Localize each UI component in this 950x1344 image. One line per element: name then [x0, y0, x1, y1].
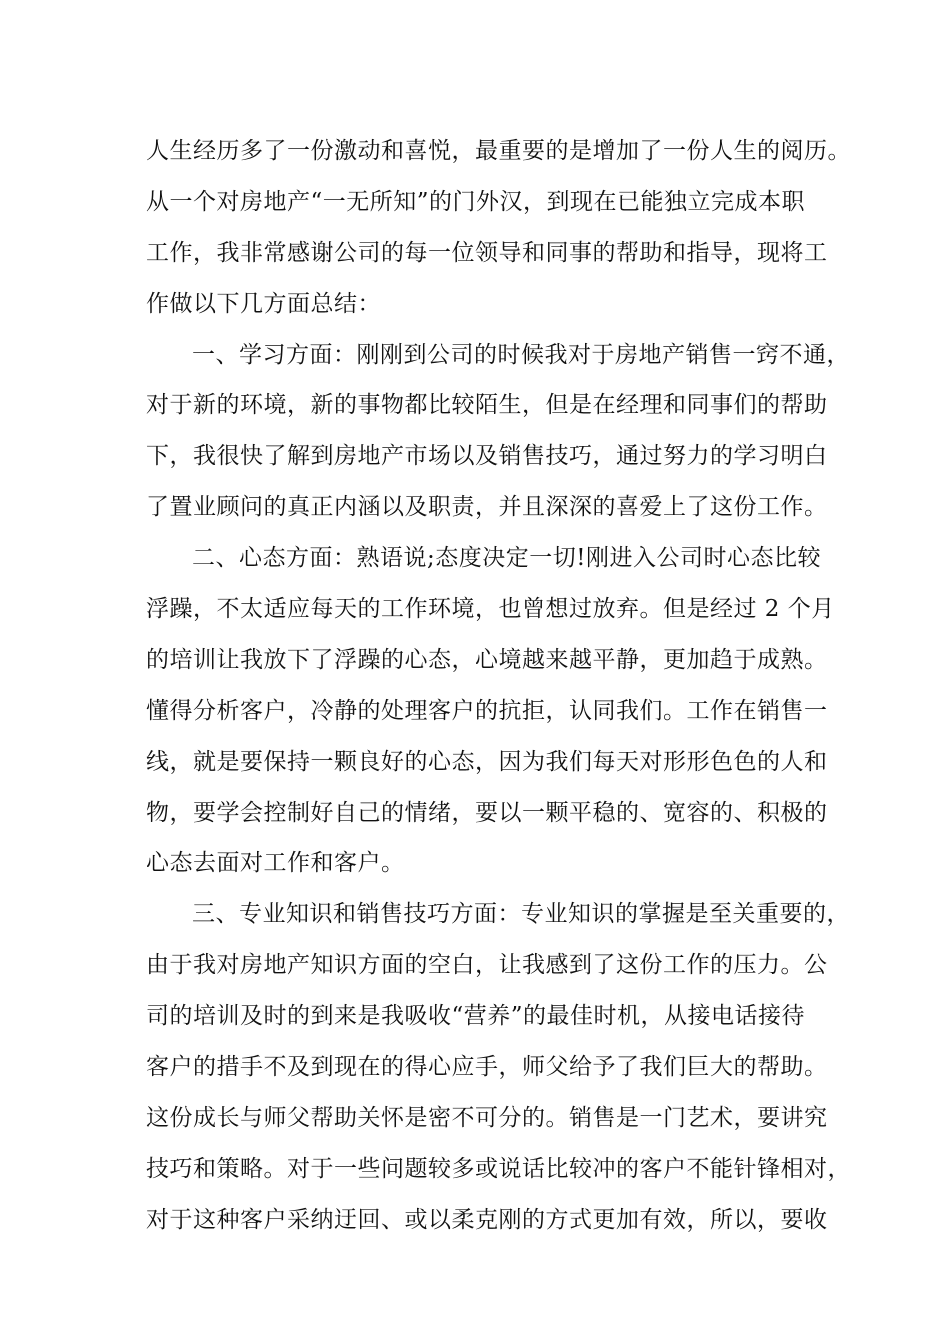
document-body — [146, 126, 851, 1246]
text-line: 作做以下几方面总结： — [146, 290, 381, 317]
text-line: 由于我对房地产知识方面的空白，让我感到了这份工作的压力。公 — [146, 952, 828, 979]
text-line: 心态去面对工作和客户。 — [146, 850, 405, 877]
section-3-heading-line: 三、专业知识和销售技巧方面：专业知识的掌握是至关重要的， — [192, 901, 850, 928]
text-line: 工作，我非常感谢公司的每一位领导和同事的帮助和指导，现将工 — [146, 239, 828, 266]
text-line: 人生经历多了一份激动和喜悦，最重要的是增加了一份人生的阅历。 — [146, 138, 851, 164]
text-line: 对于新的环境，新的事物都比较陌生，但是在经理和同事们的帮助 — [146, 392, 828, 419]
text-line: 了置业顾问的真正内涵以及职责，并且深深的喜爱上了这份工作。 — [146, 494, 828, 521]
text-line: 这份成长与师父帮助关怀是密不可分的。销售是一门艺术，要讲究 — [146, 1104, 828, 1131]
text-line: 物，要学会控制好自己的情绪，要以一颗平稳的、宽容的、积极的 — [146, 799, 828, 826]
section-1-heading-line: 一、学习方面：刚刚到公司的时候我对于房地产销售一窍不通， — [192, 341, 850, 368]
text-line: 的培训让我放下了浮躁的心态，心境越来越平静，更加趋于成熟。 — [146, 646, 828, 673]
text-line: 线，就是要保持一颗良好的心态，因为我们每天对形形色色的人和 — [146, 748, 828, 775]
text-line: 司的培训及时的到来是我吸收“营养”的最佳时机，从接电话接待 — [146, 1003, 806, 1030]
text-line: 客户的措手不及到现在的得心应手，师父给予了我们巨大的帮助。 — [146, 1054, 828, 1081]
text-line: 技巧和策略。对于一些问题较多或说话比较冲的客户不能针锋相对， — [146, 1155, 851, 1182]
text-line: 下，我很快了解到房地产市场以及销售技巧，通过努力的学习明白 — [146, 443, 828, 470]
text-line: 浮躁，不太适应每天的工作环境，也曾想过放弃。但是经过 2 个月 — [146, 596, 835, 623]
text-line: 从一个对房地产“一无所知”的门外汉，到现在已能独立完成本职 — [146, 188, 806, 215]
text-line: 对于这种客户采纳迂回、或以柔克刚的方式更加有效，所以，要收 — [146, 1206, 828, 1233]
text-line: 懂得分析客户，冷静的处理客户的抗拒，认同我们。工作在销售一 — [146, 697, 828, 724]
section-2-heading-line: 二、心态方面：熟语说;态度决定一切!刚进入公司时心态比较 — [192, 545, 821, 572]
